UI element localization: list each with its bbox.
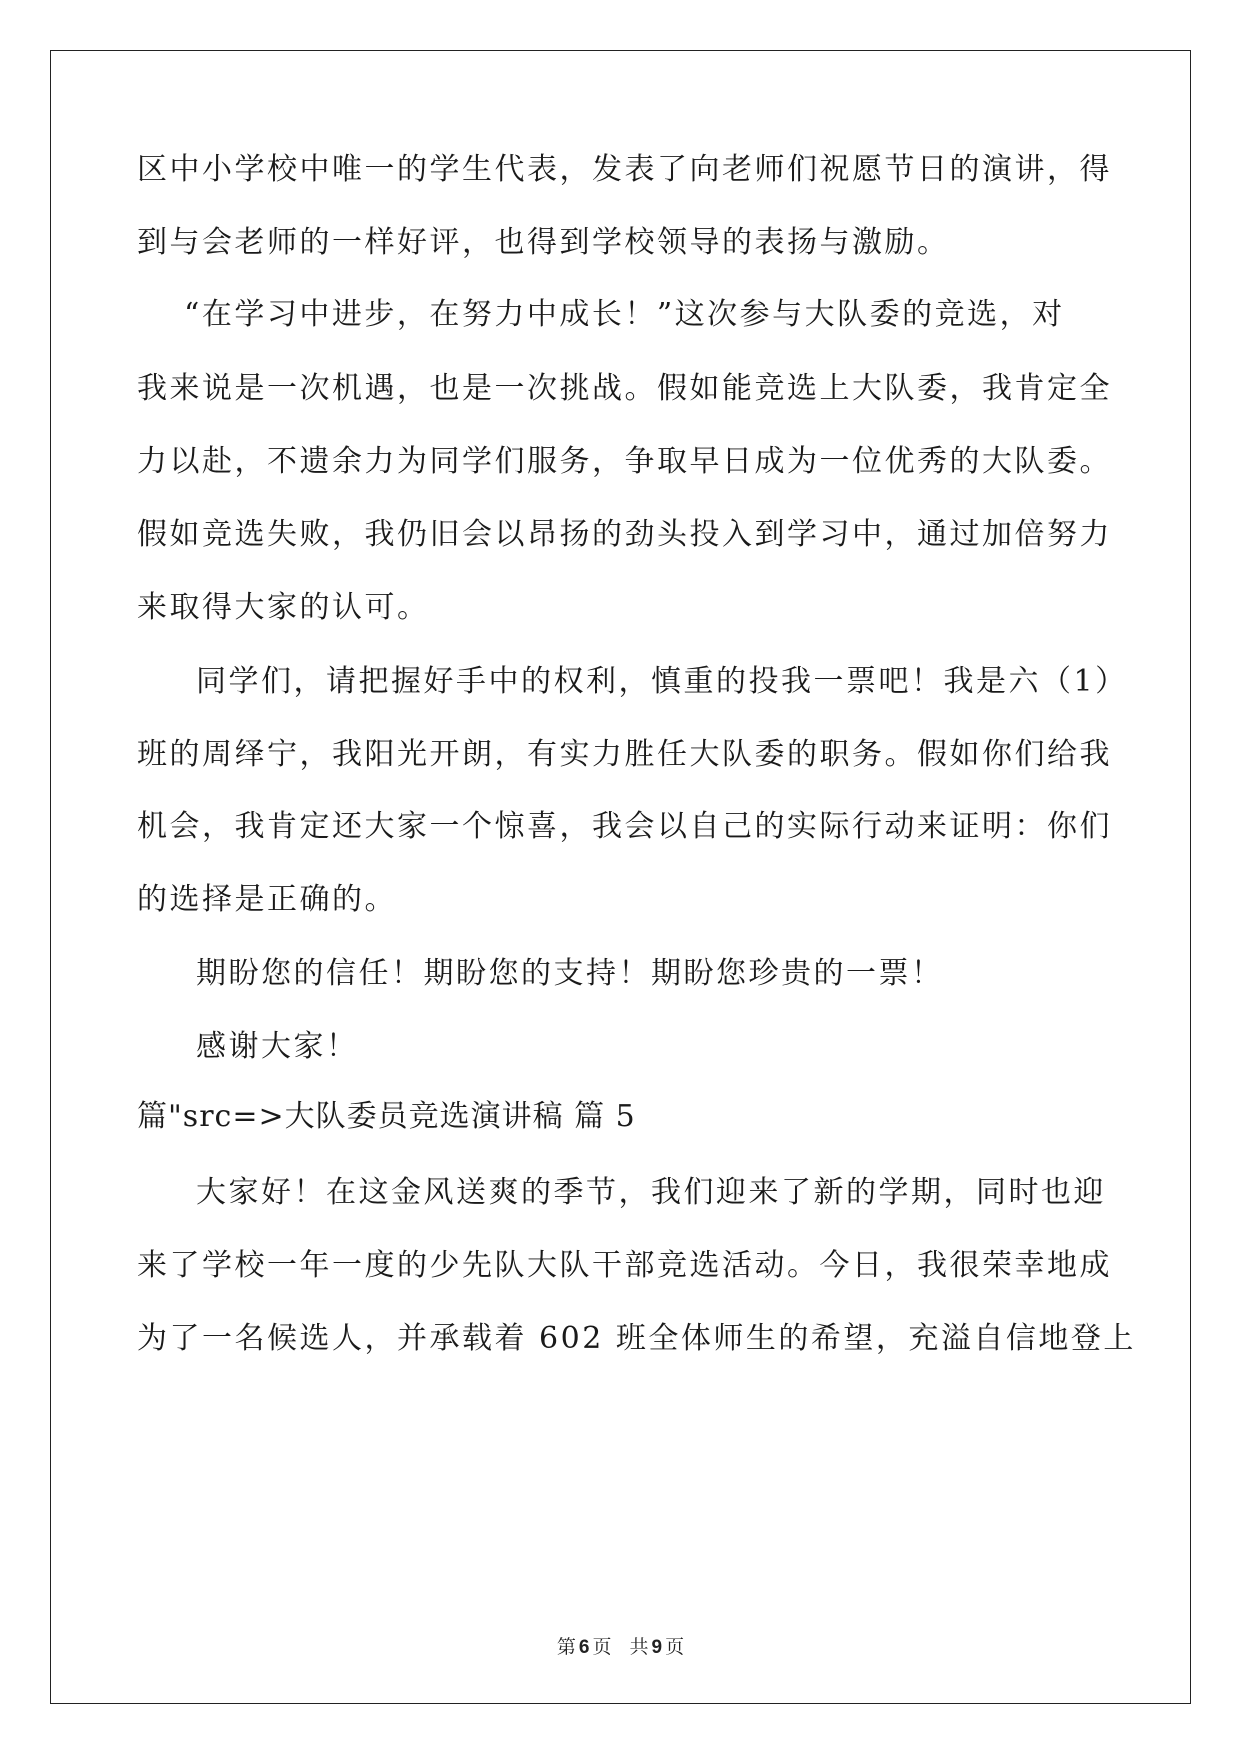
total-suffix: 页: [665, 1636, 685, 1658]
text-line: “在学习中进步，在努力中成长！”这次参与大队委的竞选，对: [184, 297, 1065, 332]
text-line: 我来说是一次机遇，也是一次挑战。假如能竞选上大队委，我肯定全: [137, 371, 1112, 406]
total-pages-number: 9: [651, 1637, 663, 1658]
current-page-number: 6: [578, 1637, 590, 1658]
text-line: 力以赴，不遗余力为同学们服务，争取早日成为一位优秀的大队委。: [137, 444, 1112, 479]
total-prefix: 共: [629, 1636, 649, 1658]
page-suffix: 页: [592, 1636, 612, 1658]
page-prefix: 第: [556, 1636, 576, 1658]
text-line: 区中小学校中唯一的学生代表，发表了向老师们祝愿节日的演讲，得: [137, 152, 1112, 187]
text-line: 感谢大家！: [196, 1029, 359, 1064]
text-line: 大家好！在这金风送爽的季节，我们迎来了新的学期，同时也迎: [196, 1175, 1106, 1210]
text-line: 假如竞选失败，我仍旧会以昂扬的劲头投入到学习中，通过加倍努力: [137, 517, 1112, 552]
text-line: 来取得大家的认可。: [137, 590, 430, 625]
text-line: 同学们，请把握好手中的权利，慎重的投我一票吧！我是六（1）: [196, 664, 1128, 699]
text-line: 期盼您的信任！期盼您的支持！期盼您珍贵的一票！: [196, 956, 944, 991]
text-line: 班的周绎宁，我阳光开朗，有实力胜任大队委的职务。假如你们给我: [137, 737, 1112, 772]
text-line: 为了一名候选人，并承载着 602 班全体师生的希望，充溢自信地登上: [137, 1321, 1136, 1356]
text-line: 的选择是正确的。: [137, 882, 397, 917]
text-line: 机会，我肯定还大家一个惊喜，我会以自己的实际行动来证明：你们: [137, 809, 1112, 844]
text-line: 到与会老师的一样好评，也得到学校领导的表扬与激励。: [137, 225, 950, 260]
section-heading: 篇"src=>大队委员竞选演讲稿 篇 5: [137, 1099, 636, 1134]
text-line: 来了学校一年一度的少先队大队干部竞选活动。今日，我很荣幸地成: [137, 1248, 1112, 1283]
page-footer: [0, 1632, 1241, 1659]
